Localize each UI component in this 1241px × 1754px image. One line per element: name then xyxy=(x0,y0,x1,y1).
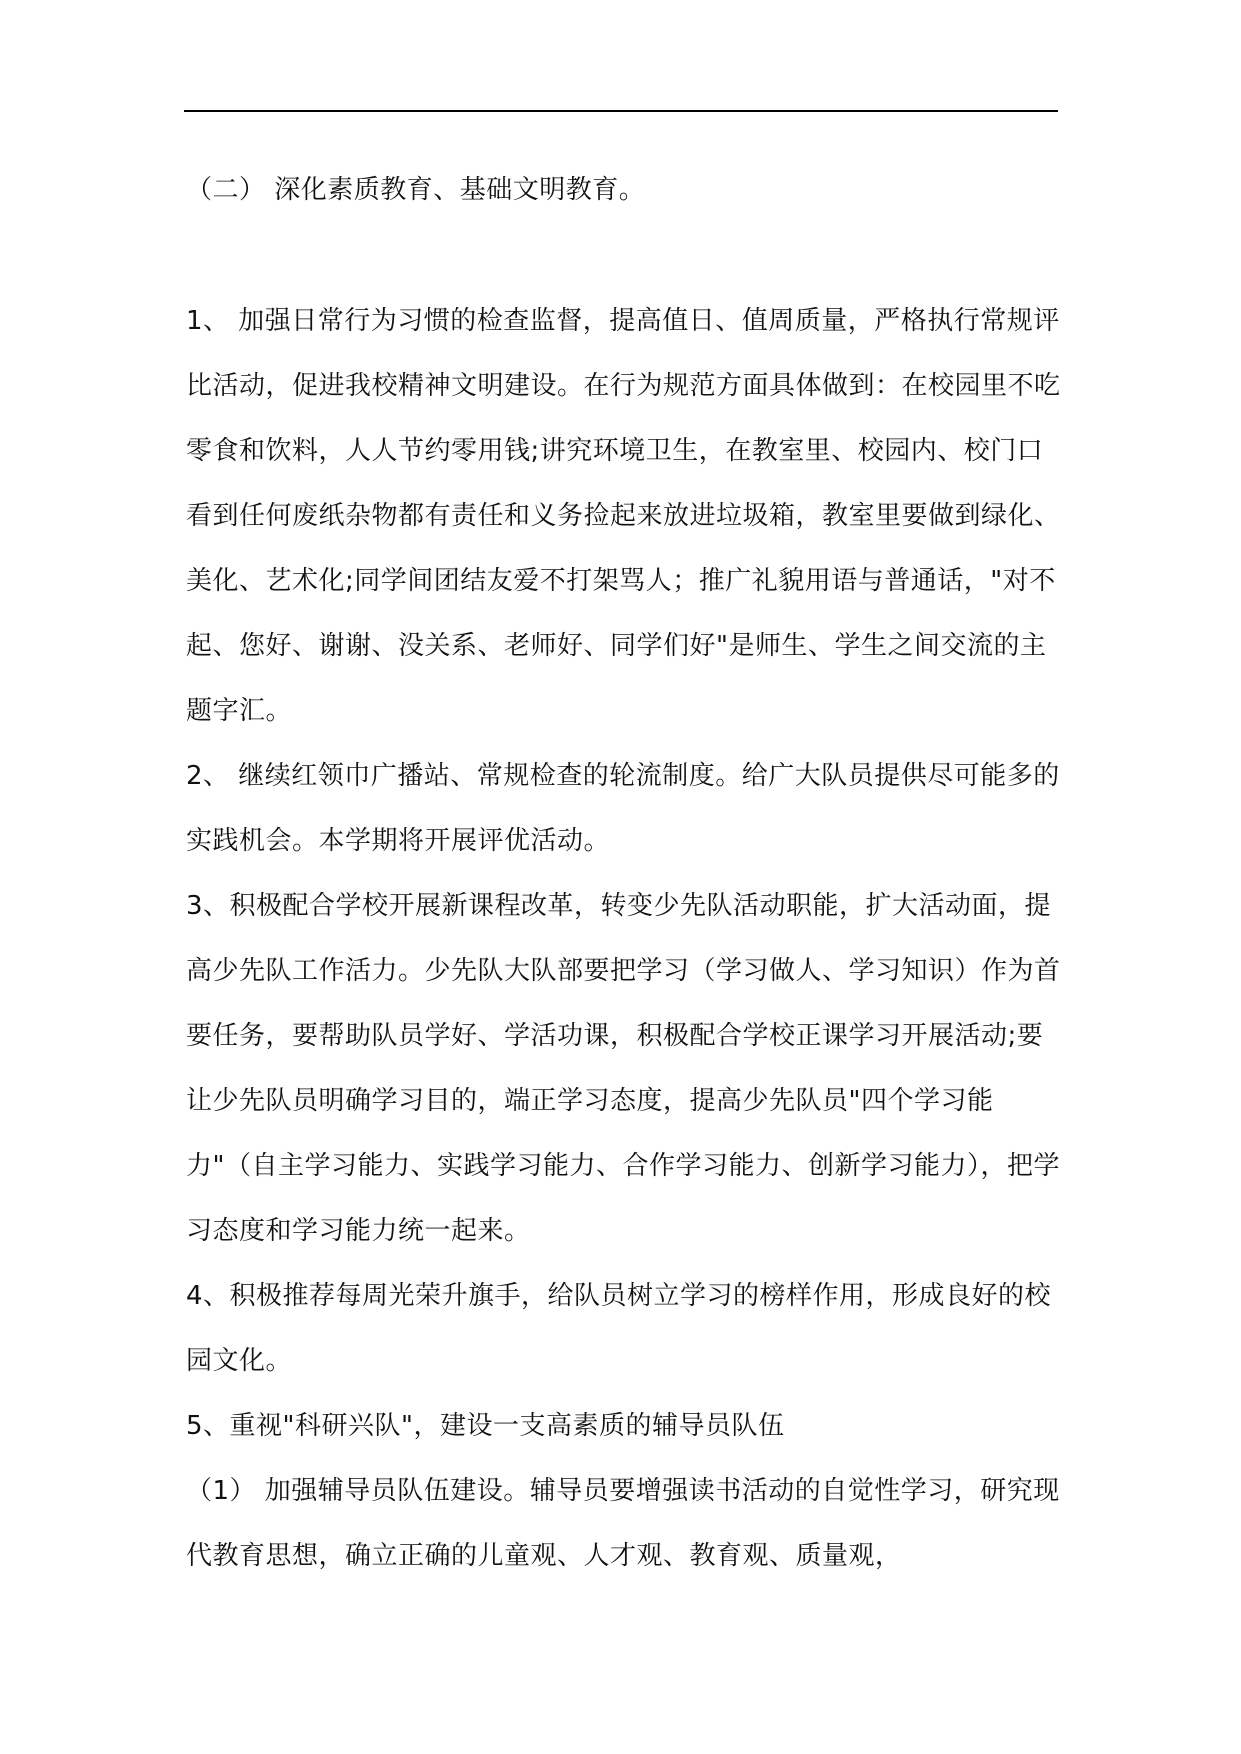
header-rule xyxy=(184,110,1058,112)
paragraph-2: 2、 继续红领巾广播站、常规检查的轮流制度。给广大队员提供尽可能多的实践机会。本学期将开展评优活动。 xyxy=(186,761,1060,856)
paragraph-5-1: （1） 加强辅导员队伍建设。辅导员要增强读书活动的自觉性学习，研究现代教育思想，确立正确的儿童观、人才观、教育观、质量观， xyxy=(186,1476,1060,1571)
section-heading: （二） 深化素质教育、基础文明教育。 xyxy=(186,175,646,205)
document-body xyxy=(186,158,1066,1589)
paragraph-5: 5、重视"科研兴队"，建设一支高素质的辅导员队伍 xyxy=(186,1411,785,1441)
paragraph-4: 4、积极推荐每周光荣升旗手，给队员树立学习的榜样作用，形成良好的校园文化。 xyxy=(186,1281,1052,1376)
paragraph-3: 3、积极配合学校开展新课程改革，转变少先队活动职能，扩大活动面，提高少先队工作活力。少先队大队部要把学习（学习做人、学习知识）作为首要任务，要帮助队员学好、学活功课，积极配合学校正课学习开展活动;要让少先队员明确学习目的，端正学习态度，提高少先队员"四个学习能力"（自主学习能力、实践学习能力、合作学习能力、创新学习能力），把学习态度和学习能力统一起来。 xyxy=(186,891,1061,1246)
paragraph-1: 1、 加强日常行为习惯的检查监督，提高值日、值周质量，严格执行常规评比活动，促进我校精神文明建设。在行为规范方面具体做到：在校园里不吃零食和饮料，人人节约零用钱;讲究环境卫生，在教室里、校园内、校门口看到任何废纸杂物都有责任和义务捡起来放进垃圾箱，教室里要做到绿化、美化、艺术化;同学间团结友爱不打架骂人；推广礼貌用语与普通话，"对不起、您好、谢谢、没关系、老师好、同学们好"是师生、学生之间交流的主题字汇。 xyxy=(186,306,1061,726)
